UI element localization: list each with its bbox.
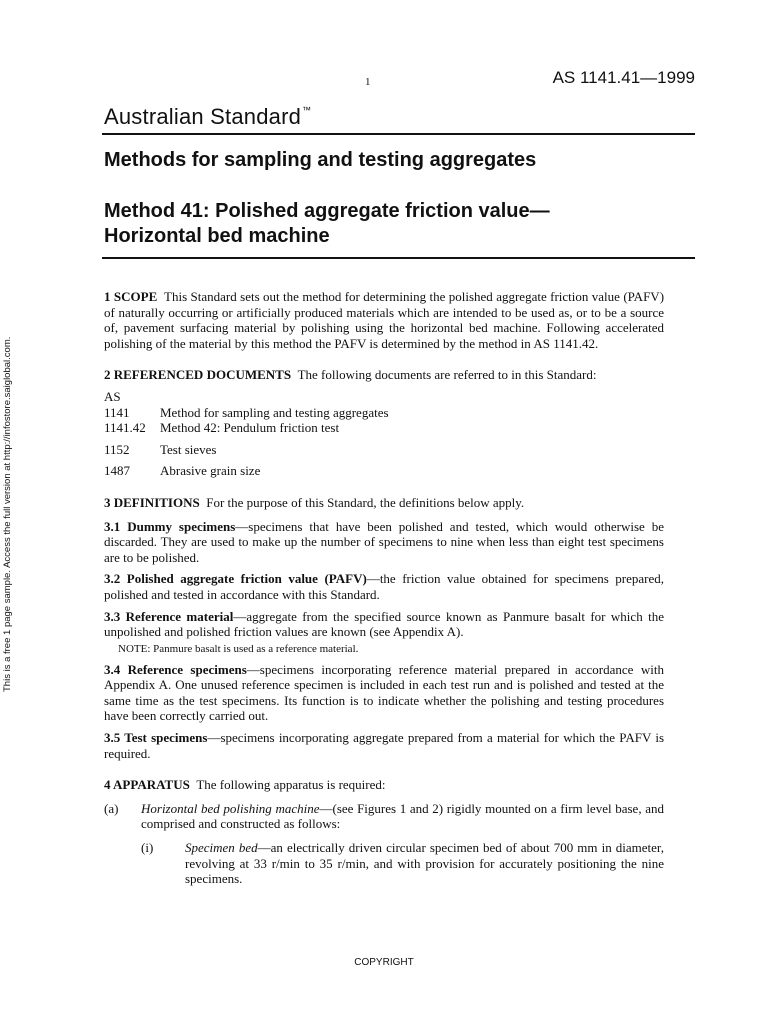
sample-notice: This is a free 1 page sample. Access the full version at http://infostore.saiglobal.com. (2, 336, 13, 692)
reference-item (104, 463, 664, 479)
list-content (185, 840, 664, 887)
definitions-section (104, 495, 664, 511)
apparatus-item-a (104, 801, 664, 832)
page-number: 1 (365, 76, 371, 88)
definition-item (104, 609, 664, 640)
top-rule (102, 133, 695, 135)
definition-text: specimens incorporating reference material prepared in accordance with Appendix A. One unused reference specimen is included in each test run and is polished and tested at the same time as the test specimens. Its function is to indicate whether the polishing and testing procedures have been correctly carried out. (104, 661, 664, 724)
reference-code: 1152 (104, 441, 130, 457)
list-content (141, 801, 664, 832)
reference-title: Test sieves (160, 441, 217, 457)
apparatus-term: Specimen bed (185, 840, 258, 856)
apparatus-description: —(see Figures 1 and 2) rigidly mounted on a firm level base, and comprised and constructed as follows: (141, 800, 664, 832)
definition-item (104, 519, 664, 566)
trademark-symbol: ™ (302, 105, 312, 115)
definitions-text: For the purpose of this Standard, the definitions below apply. (206, 494, 525, 510)
document-title: Methods for sampling and testing aggregates (104, 149, 537, 171)
reference-list (104, 389, 664, 479)
apparatus-description: —an electrically driven circular specimen bed of about 700 mm in diameter, revolving at 33 r/min to 35 r/min, and with provision for accurately positioning the nine specimens. (185, 840, 664, 887)
scope-text: This Standard sets out the method for determining the polished aggregate friction value (PAFV) of naturally occurring or artificially produced materials which are intended to be used as, or to be a source of, pavement surfacing material by polishing using the horizontal bed machine. Following accelerated polishing of the material by this method the PAFV is determined by the method in AS 1141.42. (104, 289, 665, 351)
scope-heading: 1 SCOPE (104, 289, 158, 304)
definition-dash: — (366, 571, 380, 587)
definition-term: 3.2 Polished aggregate friction value (PAFV) (104, 571, 367, 587)
definition-note: NOTE: Panmure basalt is used as a reference material. (118, 642, 359, 655)
brand-name: Australian Standard (104, 104, 302, 129)
apparatus-term: Horizontal bed polishing machine (141, 800, 320, 816)
references-heading: 2 REFERENCED DOCUMENTS (104, 367, 292, 383)
definition-text: the friction value obtained for specimens prepared, polished and tested in accordance with this Standard. (104, 571, 664, 602)
method-title-line-2: Horizontal bed machine (104, 225, 330, 247)
reference-prefix: AS (104, 388, 121, 404)
reference-title: Method 42: Pendulum friction test (160, 420, 340, 436)
definition-term: 3.4 Reference specimens (104, 661, 247, 677)
definition-dash: — (207, 730, 221, 746)
title-rule (102, 257, 695, 259)
standard-code: AS 1141.41—1999 (552, 68, 695, 87)
reference-title: Method for sampling and testing aggregates (160, 404, 389, 420)
reference-code: 1141.42 (104, 420, 146, 436)
references-text: The following documents are referred to in this Standard: (297, 367, 597, 383)
reference-item (104, 442, 664, 458)
scope-section (104, 289, 664, 351)
document-body (104, 289, 664, 887)
list-marker: (i) (141, 840, 154, 856)
brand-title (104, 104, 311, 130)
reference-code: 1141 (104, 404, 130, 420)
definition-text: specimens that have been polished and tested, which would otherwise be discarded. They are used to make up the number of specimens to nine when less than eight test specimens are to be polished. (104, 518, 664, 565)
method-title-line-1: Method 41: Polished aggregate friction value— (104, 200, 550, 222)
apparatus-text: The following apparatus is required: (196, 777, 386, 793)
definition-item (104, 730, 664, 761)
definition-text: aggregate from the specified source known as Panmure basalt for which the unpolished and polished friction values are known (see Appendix A). (104, 608, 664, 640)
reference-title: Abrasive grain size (160, 463, 261, 479)
apparatus-section (104, 777, 664, 793)
definition-term: 3.5 Test specimens (104, 730, 208, 746)
definitions-heading: 3 DEFINITIONS (104, 494, 200, 510)
method-title (104, 199, 704, 249)
definition-term: 3.1 Dummy specimens (104, 518, 236, 534)
copyright-footer: COPYRIGHT (354, 957, 414, 968)
reference-item (104, 420, 664, 436)
definition-item (104, 662, 664, 724)
list-marker: (a) (104, 800, 119, 816)
definition-dash: — (235, 518, 249, 534)
definition-text: specimens incorporating aggregate prepared from a material for which the PAFV is required. (104, 730, 665, 761)
definition-item (104, 571, 664, 602)
apparatus-subitem-i (104, 840, 664, 887)
definition-dash: — (233, 608, 247, 624)
reference-code: 1487 (104, 463, 130, 479)
apparatus-heading: 4 APPARATUS (104, 777, 190, 793)
definition-dash: — (246, 661, 260, 677)
reference-item (104, 405, 664, 421)
definition-term: 3.3 Reference material (104, 608, 234, 624)
references-section (104, 367, 664, 383)
